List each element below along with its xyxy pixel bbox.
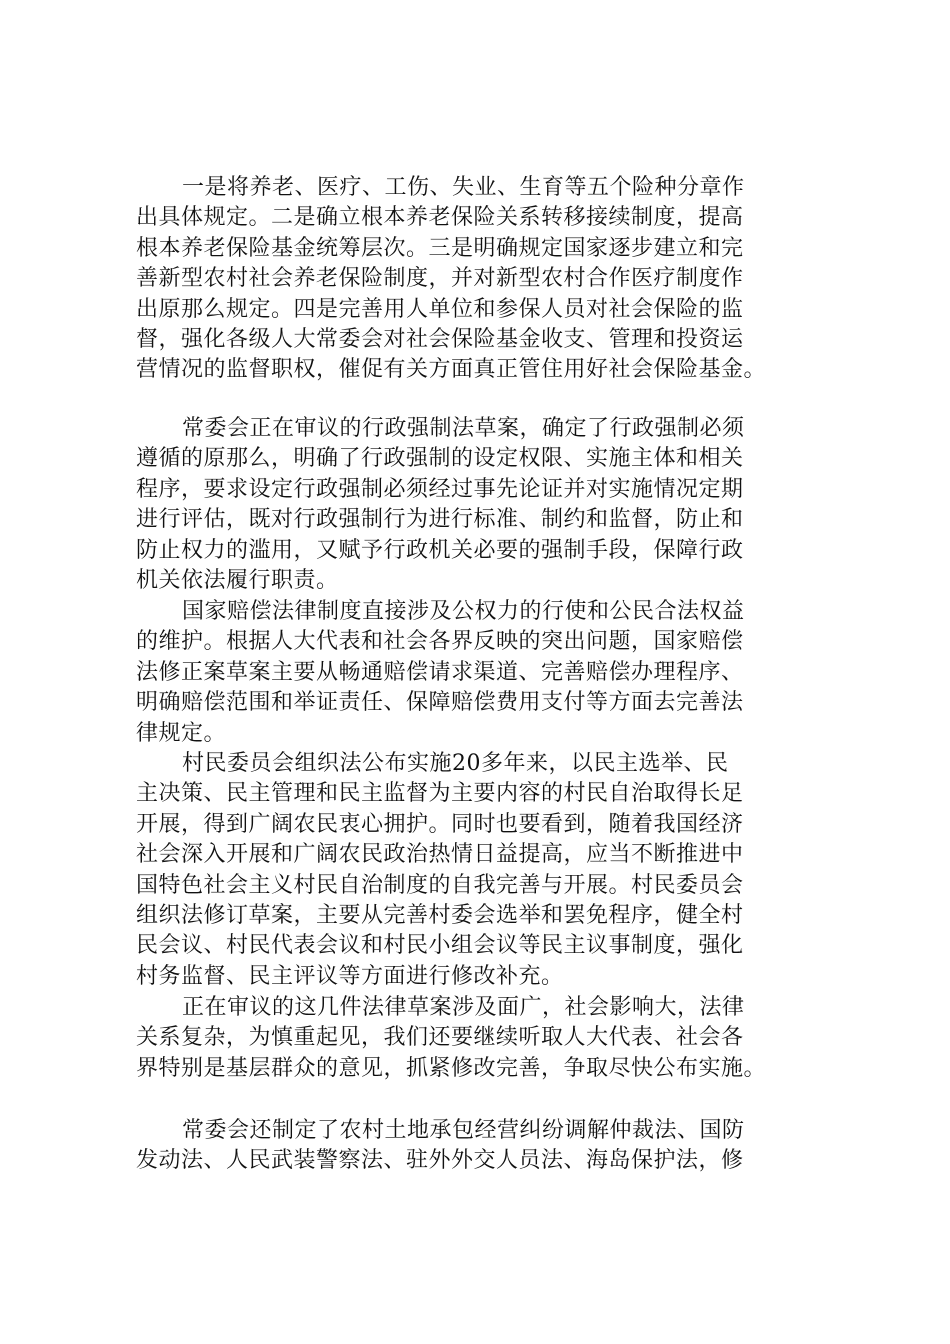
- text-line: 正在审议的这几件法律草案涉及面广，社会影响大，法律: [182, 995, 745, 1020]
- text-line: 善新型农村社会养老保险制度，并对新型农村合作医疗制度作: [136, 266, 744, 292]
- text-line: 明确赔偿范围和举证责任、保障赔偿费用支付等方面去完善法: [136, 690, 744, 716]
- text-line: 民会议、村民代表会议和村民小组会议等民主议事制度，强化: [136, 933, 744, 959]
- text-line: 进行评估，既对行政强制行为进行标准、制约和监督，防止和: [136, 507, 744, 533]
- text-line: 律规定。: [136, 720, 227, 746]
- text-line: 常委会还制定了农村土地承包经营纠纷调解仲裁法、国防: [182, 1118, 745, 1143]
- text-line: 程序，要求设定行政强制必须经过事先论证并对实施情况定期: [136, 476, 744, 502]
- text-line: 常委会正在审议的行政强制法草案，确定了行政强制必须: [182, 416, 745, 441]
- text-line: 村民委员会组织法公布实施20多年来，以民主选举、民: [182, 751, 729, 776]
- text-line: 主决策、民主管理和民主监督为主要内容的村民自治取得长足: [136, 781, 744, 807]
- paragraph-draft-review: [136, 993, 836, 1084]
- text-line: 机关依法履行职责。: [136, 567, 339, 593]
- paragraph-state-compensation: [136, 597, 836, 749]
- text-line: 发动法、人民武装警察法、驻外外交人员法、海岛保护法，修: [136, 1148, 744, 1174]
- text-line: 村务监督、民主评议等方面进行修改补充。: [136, 963, 564, 989]
- text-line: 国特色社会主义村民自治制度的自我完善与开展。村民委员会: [136, 872, 744, 898]
- text-line: 营情况的监督职权，催促有关方面真正管住用好社会保险基金。: [136, 357, 767, 383]
- text-line: 关系复杂，为慎重起见，我们还要继续听取人大代表、社会各: [136, 1025, 744, 1051]
- paragraph-villagers-committee: [136, 749, 836, 992]
- text-line: 的维护。根据人大代表和社会各界反映的突出问题，国家赔偿: [136, 629, 744, 655]
- text-line: 法修正案草案主要从畅通赔偿请求渠道、完善赔偿办理程序、: [136, 659, 744, 685]
- text-line: 一是将养老、医疗、工伤、失业、生育等五个险种分章作: [182, 175, 745, 200]
- text-line: 组织法修订草案，主要从完善村委会选举和罢免程序，健全村: [136, 902, 744, 928]
- text-line: 出原那么规定。四是完善用人单位和参保人员对社会保险的监: [136, 296, 744, 322]
- text-line: 遵循的原那么，明确了行政强制的设定权限、实施主体和相关: [136, 446, 744, 472]
- text-line: 开展，得到广阔农民衷心拥护。同时也要看到，随着我国经济: [136, 811, 744, 837]
- text-line: 出具体规定。二是确立根本养老保险关系转移接续制度，提高: [136, 205, 744, 231]
- text-line: 防止权力的滥用，又赋予行政机关必要的强制手段，保障行政: [136, 537, 744, 563]
- text-line: 界特别是基层群众的意见，抓紧修改完善，争取尽快公布实施。: [136, 1055, 767, 1081]
- paragraph-other-laws: [136, 1116, 836, 1177]
- text-line: 根本养老保险基金统筹层次。三是明确规定国家逐步建立和完: [136, 235, 744, 261]
- text-line: 督，强化各级人大常委会对社会保险基金收支、管理和投资运: [136, 326, 744, 352]
- paragraph-insurance: [136, 173, 836, 386]
- paragraph-administrative-enforcement: [136, 414, 836, 627]
- text-line: 社会深入开展和广阔农民政治热情日益提高，应当不断推进中: [136, 842, 744, 868]
- text-line: 国家赔偿法律制度直接涉及公权力的行使和公民合法权益: [182, 599, 745, 624]
